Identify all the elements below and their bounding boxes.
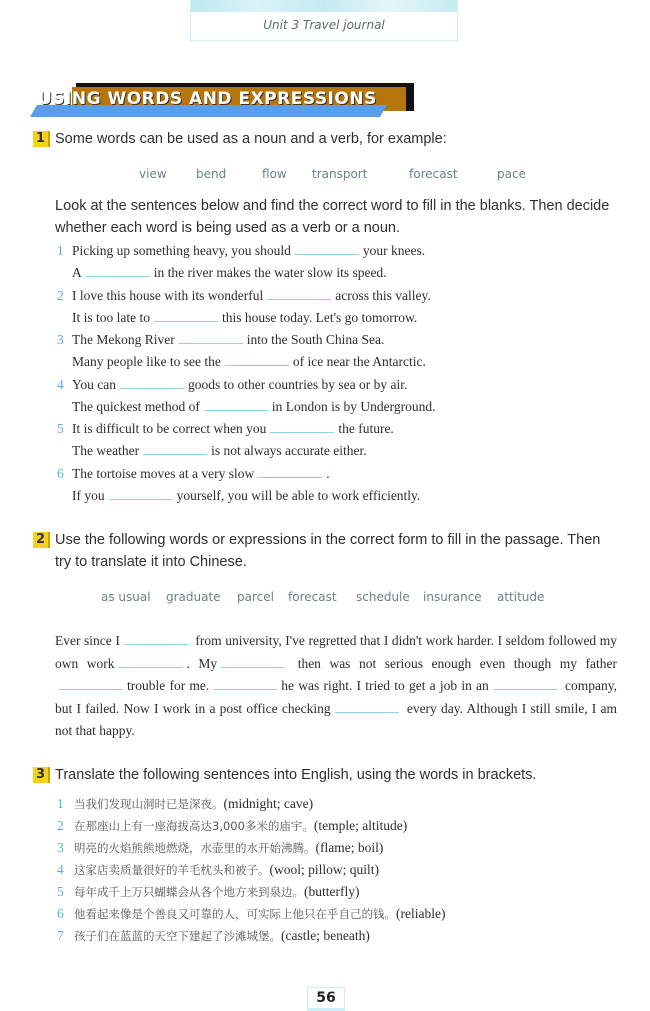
passage (55, 630, 617, 743)
section-title: USING WORDS AND EXPRESSIONS (38, 89, 377, 109)
sentence (72, 265, 387, 281)
answer-blank[interactable] (258, 476, 322, 478)
answer-blank[interactable] (270, 431, 334, 433)
section-banner (30, 83, 390, 119)
item-number: 2 (57, 288, 64, 303)
word-list (0, 590, 650, 606)
answer-blank[interactable] (59, 688, 123, 690)
answer-blank[interactable] (221, 666, 285, 668)
sentence (72, 443, 367, 459)
exercise1-instruction: Some words can be used as a noun and a verb, for example: (55, 131, 447, 147)
passage-text: then was not serious enough even though my father (297, 655, 617, 671)
passage-text: he was right. I tried to get a job in an (281, 678, 489, 693)
sentence-text: the future. (338, 421, 394, 436)
translation-item (74, 818, 407, 834)
passage-text: from university, I've regretted that I didn't work harder. I seldom followed my own work (55, 633, 617, 671)
passage-text: Ever since I (55, 633, 120, 648)
answer-blank[interactable] (154, 320, 218, 322)
word-hint: (butterfly) (304, 884, 360, 899)
answer-blank[interactable] (124, 643, 188, 645)
chinese-sentence: 孩子们在蓝蓝的天空下建起了沙滩城堡。 (74, 929, 281, 943)
sentence-text: in the river makes the water slow its speed. (153, 265, 387, 280)
word: forecast (288, 590, 337, 604)
sentence (72, 488, 420, 504)
word: graduate (166, 590, 221, 604)
chinese-sentence: 在那座山上有一座海拔高达3,000多米的庙宇。 (74, 819, 314, 833)
sentence-text: Many people like to see the (72, 354, 221, 369)
word: attitude (497, 590, 545, 604)
sentence (72, 466, 330, 482)
translation-item (74, 884, 359, 900)
answer-blank[interactable] (267, 298, 331, 300)
sentence (72, 310, 417, 326)
word: forecast (409, 167, 458, 181)
sentence-text: I love this house with its wonderful (72, 288, 264, 303)
sentence-text: It is too late to (72, 310, 150, 325)
sentence (72, 332, 384, 348)
sentence-text: across this valley. (335, 288, 431, 303)
word-hint: (temple; altitude) (313, 818, 408, 833)
sentence-text: goods to other countries by sea or by air. (188, 377, 408, 392)
sentence (72, 354, 426, 370)
word: as usual (101, 590, 151, 604)
translation-item (74, 928, 370, 944)
exercise3-instruction: Translate the following sentences into English, using the words in brackets. (55, 767, 537, 783)
exercise-number-badge: 1 (33, 131, 50, 147)
page-number: 56 (307, 987, 345, 1011)
sentence-text: The Mekong River (72, 332, 175, 347)
exercise-number-badge: 3 (33, 767, 50, 783)
word: pace (497, 167, 526, 181)
item-number: 5 (57, 884, 64, 899)
sentence-text: . (326, 466, 330, 481)
sentence (72, 399, 435, 415)
answer-blank[interactable] (119, 666, 183, 668)
passage-text: trouble for me. (127, 678, 210, 693)
item-number: 5 (57, 421, 64, 436)
item-number: 7 (57, 928, 64, 943)
translation-item (74, 862, 379, 878)
translation-item (74, 906, 445, 922)
word-list (0, 167, 650, 183)
answer-blank[interactable] (225, 364, 289, 366)
sentence-text: of ice near the Antarctic. (292, 354, 426, 369)
exercise2-instruction-line1: Use the following words or expressions in the correct form to fill in the passage. Then (55, 532, 601, 548)
sentence-text: It is difficult to be correct when you (72, 421, 267, 436)
chinese-sentence: 他看起来像是个善良又可靠的人，可实际上他只在乎自己的钱。 (74, 907, 396, 921)
sentence-text: The tortoise moves at a very slow (72, 466, 255, 481)
word-hint: (wool; pillow; quilt) (269, 862, 379, 877)
sentence-text: this house today. Let's go tomorrow. (222, 310, 418, 325)
item-number: 2 (57, 818, 64, 833)
item-number: 4 (57, 377, 64, 392)
chinese-sentence: 当我们发现山洞时已是深夜。 (74, 797, 224, 811)
word-hint: (reliable) (396, 906, 446, 921)
exercise1-instruction-line1: Look at the sentences below and find the correct word to fill in the blanks. Then decide (55, 198, 610, 214)
sentence (72, 421, 394, 437)
sentence-text: Picking up something heavy, you should (72, 243, 291, 258)
word: flow (262, 167, 287, 181)
item-number: 3 (57, 840, 64, 855)
item-number: 1 (57, 243, 64, 258)
word: parcel (237, 590, 274, 604)
exercise1-instruction-line2: whether each word is being used as a verb or a noun. (55, 220, 400, 236)
word: view (139, 167, 167, 181)
item-number: 4 (57, 862, 64, 877)
sentence-text: You can (72, 377, 117, 392)
sentence-text: The quickest method of (72, 399, 200, 414)
unit-title: Unit 3 Travel journal (263, 18, 385, 32)
passage-text: . My (186, 655, 218, 671)
exercise2-instruction-line2: try to translate it into Chinese. (55, 554, 247, 570)
sentence (72, 288, 431, 304)
item-number: 3 (57, 332, 64, 347)
word: transport (312, 167, 368, 181)
word-hint: (castle; beneath) (281, 928, 370, 943)
chinese-sentence: 明亮的火焰熊熊地燃烧，水壶里的水开始沸腾。 (74, 841, 316, 855)
sentence-text: A (72, 265, 82, 280)
answer-blank[interactable] (86, 275, 150, 277)
answer-blank[interactable] (120, 387, 184, 389)
word: schedule (356, 590, 410, 604)
sentence-text: The weather (72, 443, 140, 458)
answer-blank[interactable] (143, 453, 207, 455)
chinese-sentence: 这家店卖质量很好的羊毛枕头和被子。 (74, 863, 270, 877)
sentence-text: in London is by Underground. (271, 399, 436, 414)
word: bend (196, 167, 227, 181)
translation-item (74, 840, 383, 856)
header-decoration (191, 0, 457, 12)
answer-blank[interactable] (204, 409, 268, 411)
answer-blank[interactable] (493, 688, 557, 690)
item-number: 1 (57, 796, 64, 811)
answer-blank[interactable] (179, 342, 243, 344)
answer-blank[interactable] (295, 253, 359, 255)
sentence-text: If you (72, 488, 105, 503)
answer-blank[interactable] (213, 688, 277, 690)
word: insurance (423, 590, 482, 604)
sentence (72, 377, 407, 393)
chinese-sentence: 每年成千上万只蝴蝶会从各个地方来到泉边。 (74, 885, 304, 899)
sentence (72, 243, 425, 259)
unit-header (190, 0, 458, 41)
item-number: 6 (57, 466, 64, 481)
sentence-text: into the South China Sea. (246, 332, 385, 347)
sentence-text: is not always accurate either. (211, 443, 367, 458)
word-hint: (flame; boil) (315, 840, 384, 855)
sentence-text: your knees. (362, 243, 426, 258)
translation-item (74, 796, 313, 812)
sentence-text: yourself, you will be able to work efficiently. (176, 488, 421, 503)
item-number: 6 (57, 906, 64, 921)
exercise-number-badge: 2 (33, 532, 50, 548)
passage-text: company, but I failed. Now I work in a post office checking (55, 678, 617, 716)
answer-blank[interactable] (335, 711, 399, 713)
passage-text: every day. Although I still smile, I am not that happy. (55, 700, 618, 738)
answer-blank[interactable] (109, 498, 173, 500)
word-hint: (midnight; cave) (223, 796, 314, 811)
